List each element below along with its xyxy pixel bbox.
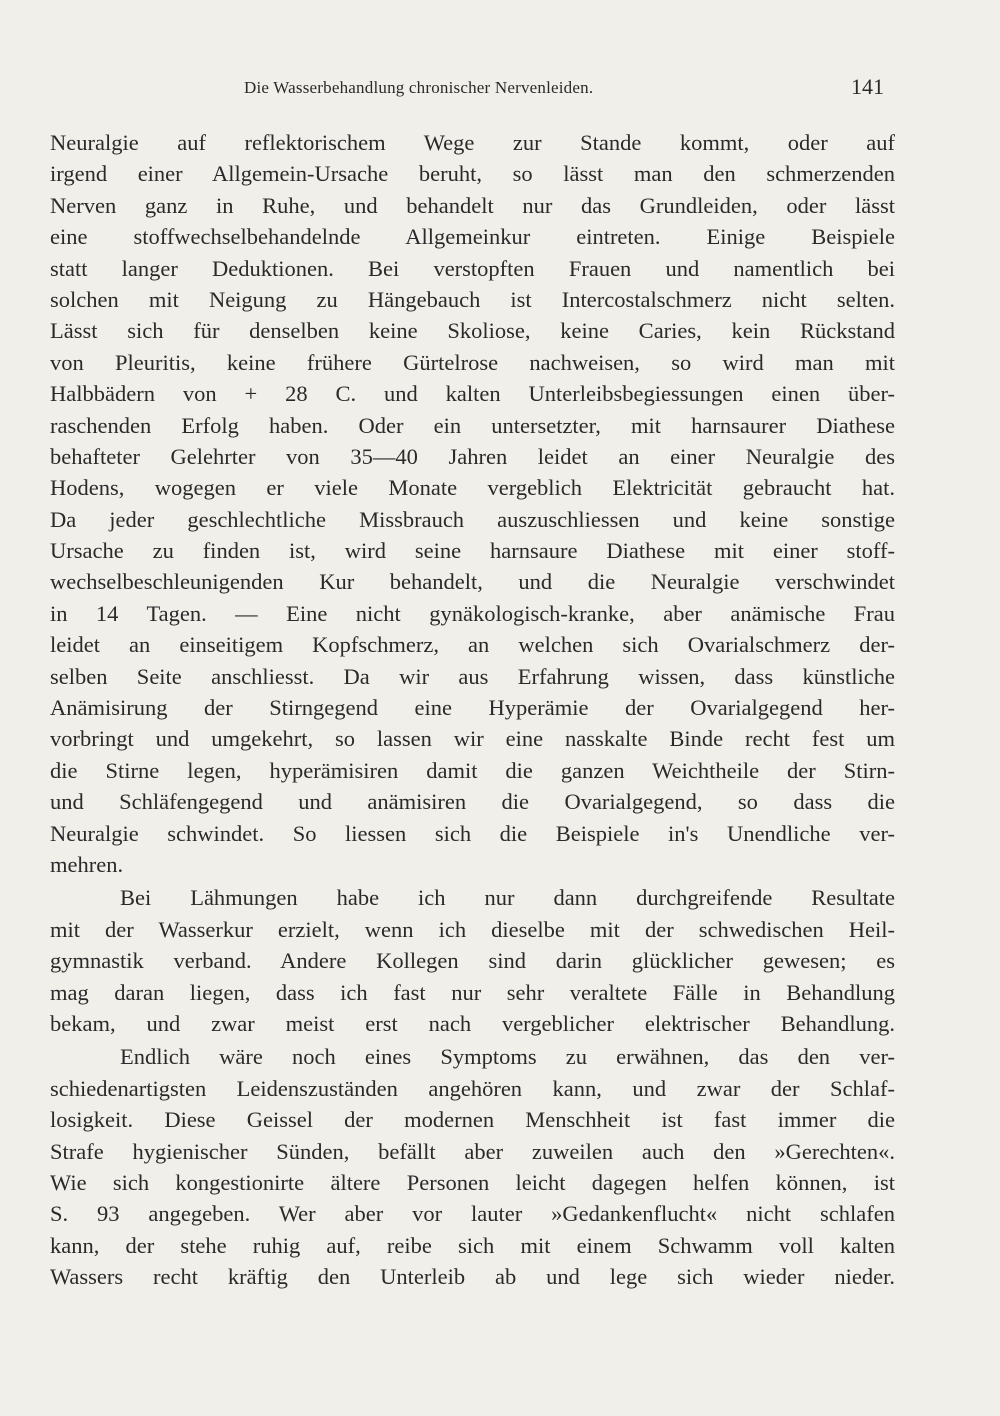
text-line: Lässt sich für denselben keine Skoliose, keine Caries, kein Rückstand bbox=[50, 318, 895, 344]
text-line: Nerven ganz in Ruhe, und behandelt nur das Grundleiden, oder lässt bbox=[50, 192, 895, 218]
text-line: losigkeit. Diese Geissel der modernen Menschheit ist fast immer die bbox=[50, 1107, 895, 1133]
text-line: wechselbeschleunigenden Kur behandelt, und die Neuralgie verschwindet bbox=[50, 569, 895, 595]
text-line: selben Seite anschliesst. Da wir aus Erfahrung wissen, dass künstliche bbox=[50, 663, 895, 689]
text-line: Hodens, wogegen er viele Monate vergeblich Elektricität gebraucht hat. bbox=[50, 475, 895, 501]
text-line: Ursache zu finden ist, wird seine harnsaure Diathese mit einer stoff- bbox=[50, 538, 895, 564]
text-line: mag daran liegen, dass ich fast nur sehr veraltete Fälle in Behandlung bbox=[50, 979, 895, 1005]
text-line: behafteter Gelehrter von 35—40 Jahren leidet an einer Neuralgie des bbox=[50, 443, 895, 469]
running-title: Die Wasserbehandlung chronischer Nervenleiden. bbox=[244, 78, 594, 97]
text-line: raschenden Erfolg haben. Oder ein untersetzter, mit harnsaurer Diathese bbox=[50, 412, 895, 438]
text-line: statt langer Deduktionen. Bei verstopften Frauen und namentlich bei bbox=[50, 255, 895, 281]
text-line: Strafe hygienischer Sünden, befällt aber zuweilen auch den »Gerechten«. bbox=[50, 1138, 895, 1164]
text-line: eine stoffwechselbehandelnde Allgemeinkur eintreten. Einige Beispiele bbox=[50, 224, 895, 250]
text-line: irgend einer Allgemein-Ursache beruht, so lässt man den schmerzenden bbox=[50, 161, 895, 187]
text-line: Neuralgie auf reflektorischem Wege zur Stande kommt, oder auf bbox=[50, 130, 895, 155]
page-header bbox=[244, 74, 884, 104]
text-line: Da jeder geschlechtliche Missbrauch auszuschliessen und keine sonstige bbox=[50, 506, 895, 532]
body-text bbox=[50, 127, 895, 1292]
text-line: Wassers recht kräftig den Unterleib ab und lege sich wieder nieder. bbox=[50, 1264, 895, 1290]
text-line: Anämisirung der Stirngegend eine Hyperämie der Ovarialgegend her- bbox=[50, 695, 895, 721]
text-line: in 14 Tagen. — Eine nicht gynäkologisch-kranke, aber anämische Frau bbox=[50, 600, 895, 626]
page-number: 141 bbox=[851, 74, 884, 99]
paragraph bbox=[50, 1041, 895, 1292]
text-line: Neuralgie schwindet. So liessen sich die Beispiele in's Unendliche ver- bbox=[50, 820, 895, 846]
text-line: von Pleuritis, keine frühere Gürtelrose nachweisen, so wird man mit bbox=[50, 349, 895, 375]
text-line: leidet an einseitigem Kopfschmerz, an welchen sich Ovarialschmerz der- bbox=[50, 632, 895, 658]
text-line: solchen mit Neigung zu Hängebauch ist Intercostalschmerz nicht selten. bbox=[50, 286, 895, 312]
text-line: Endlich wäre noch eines Symptoms zu erwähnen, das den ver- bbox=[120, 1044, 895, 1070]
text-line: und Schläfengegend und anämisiren die Ovarialgegend, so dass die bbox=[50, 789, 895, 815]
text-line: Bei Lähmungen habe ich nur dann durchgreifende Resultate bbox=[120, 885, 895, 911]
text-line: bekam, und zwar meist erst nach vergeblicher elektrischer Behandlung. bbox=[50, 1010, 895, 1036]
text-line: schiedenartigsten Leidenszuständen angehören kann, und zwar der Schlaf- bbox=[50, 1075, 895, 1101]
paragraph bbox=[50, 882, 895, 1039]
text-line: Halbbädern von + 28 C. und kalten Unterleibsbegiessungen einen über- bbox=[50, 381, 895, 407]
text-line: mehren. bbox=[50, 851, 124, 877]
text-line: gymnastik verband. Andere Kollegen sind darin glücklicher gewesen; es bbox=[50, 948, 895, 974]
text-line: vorbringt und umgekehrt, so lassen wir eine nasskalte Binde recht fest um bbox=[50, 726, 895, 752]
text-line: kann, der stehe ruhig auf, reibe sich mit einem Schwamm voll kalten bbox=[50, 1232, 895, 1258]
text-line: S. 93 angegeben. Wer aber vor lauter »Gedankenflucht« nicht schlafen bbox=[50, 1201, 895, 1227]
text-line: Wie sich kongestionirte ältere Personen leicht dagegen helfen können, ist bbox=[50, 1169, 895, 1195]
text-line: die Stirne legen, hyperämisiren damit die ganzen Weichtheile der Stirn- bbox=[50, 757, 895, 783]
paragraph bbox=[50, 127, 895, 880]
text-line: mit der Wasserkur erzielt, wenn ich dieselbe mit der schwedischen Heil- bbox=[50, 916, 895, 942]
